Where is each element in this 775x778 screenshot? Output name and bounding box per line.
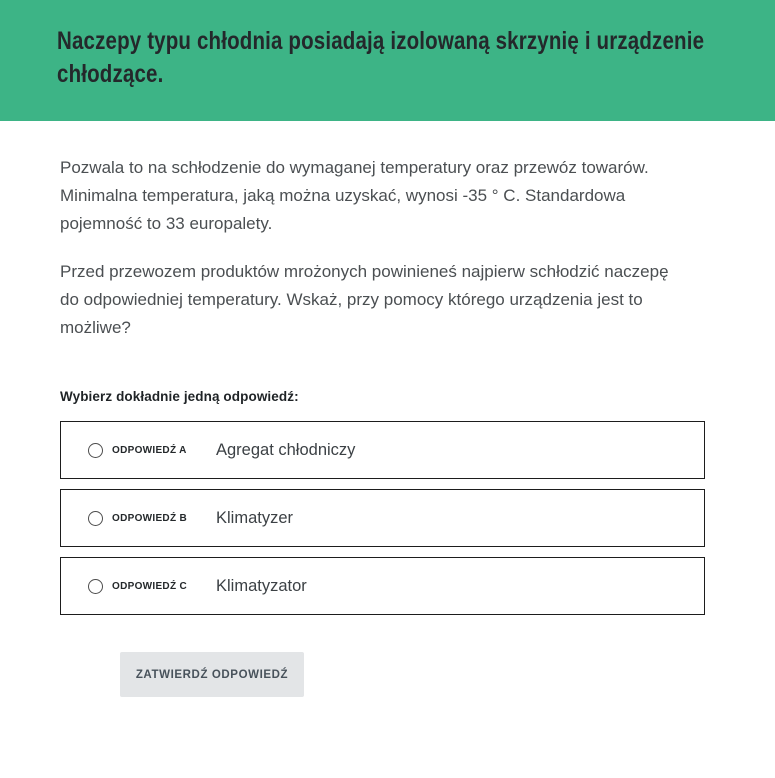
page-title-line-1: Naczepy typu chłodnia posiadają izolowaną skrzynię i urządzenie: [57, 27, 705, 55]
answer-letter-label: ODPOWIEDŹ C: [112, 580, 187, 592]
answer-letter-label: ODPOWIEDŹ B: [112, 512, 187, 524]
answer-option-b[interactable]: [60, 489, 705, 547]
answer-option-a[interactable]: [60, 421, 705, 479]
answer-text: Agregat chłodniczy: [216, 440, 356, 459]
radio-button-icon[interactable]: [88, 443, 103, 458]
page-title-line-2: chłodzące.: [57, 60, 164, 88]
answer-list: [60, 421, 705, 615]
answer-letter-label: ODPOWIEDŹ A: [112, 444, 187, 456]
submit-answer-button[interactable]: ZATWIERDŹ ODPOWIEDŹ: [120, 652, 304, 697]
answer-text: Klimatyzer: [216, 508, 294, 527]
answer-option-c[interactable]: [60, 557, 705, 615]
question-header: [0, 0, 775, 121]
question-paragraph-2: Przed przewozem produktów mrożonych powinieneś najpierw schłodzić naczepę do odpowiedniej temperatury. Wskaż, przy pomocy którego urządzenia jest to możliwe?: [60, 262, 669, 337]
question-paragraph-1: Pozwala to na schłodzenie do wymaganej temperatury oraz przewóz towarów. Minimalna temperatura, jaką można uzyskać, wynosi -35 ° C. Standardowa pojemność to 33 europalety.: [60, 158, 649, 233]
answer-prompt-label: Wybierz dokładnie jedną odpowiedź:: [60, 389, 299, 404]
radio-button-icon[interactable]: [88, 511, 103, 526]
answer-text: Klimatyzator: [216, 576, 307, 595]
radio-button-icon[interactable]: [88, 579, 103, 594]
question-body: [0, 154, 775, 697]
